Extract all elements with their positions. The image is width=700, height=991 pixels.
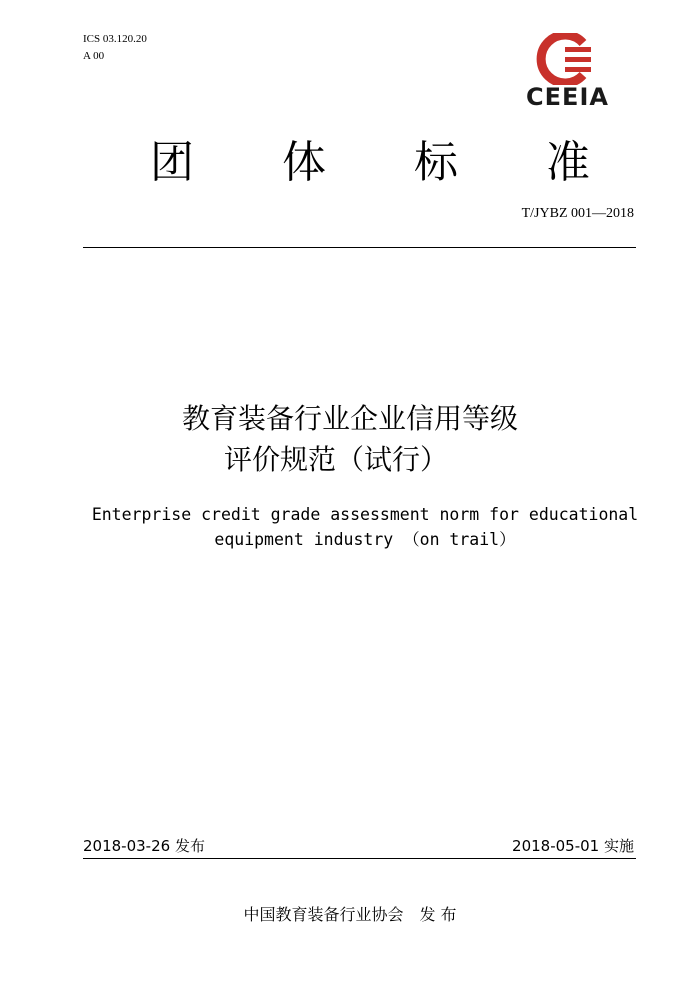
publisher: 中国教育装备行业协会 发 布 [243, 905, 457, 924]
heading-char: 准 [546, 137, 590, 188]
ceeia-logo-text: CEEIA [526, 83, 609, 111]
ics-code: ICS 03.120.20 [83, 33, 147, 45]
ceeia-logo-icon [515, 33, 620, 85]
issue-date: 2018-03-26 发布 [83, 837, 205, 855]
title-en-line1: Enterprise credit grade assessment norm for educational [91, 505, 639, 524]
heading-char: 标 [414, 137, 458, 188]
group-standard-heading [150, 135, 590, 195]
top-divider [83, 247, 636, 248]
heading-char: 团 [150, 137, 194, 188]
ccs-code: A 00 [83, 50, 105, 62]
title-cn-line2: 评价规范（试行） [223, 443, 448, 476]
ics-classification [83, 31, 147, 65]
title-en-line2: equipment industry （on trail） [214, 530, 516, 549]
ceeia-logo [515, 33, 620, 113]
standard-number: T/JYBZ 001—2018 [521, 206, 634, 221]
implementation-date: 2018-05-01 实施 [512, 837, 634, 855]
title-cn-line1: 教育装备行业企业信用等级 [181, 402, 518, 435]
heading-char: 体 [282, 137, 326, 188]
bottom-divider [83, 858, 636, 859]
